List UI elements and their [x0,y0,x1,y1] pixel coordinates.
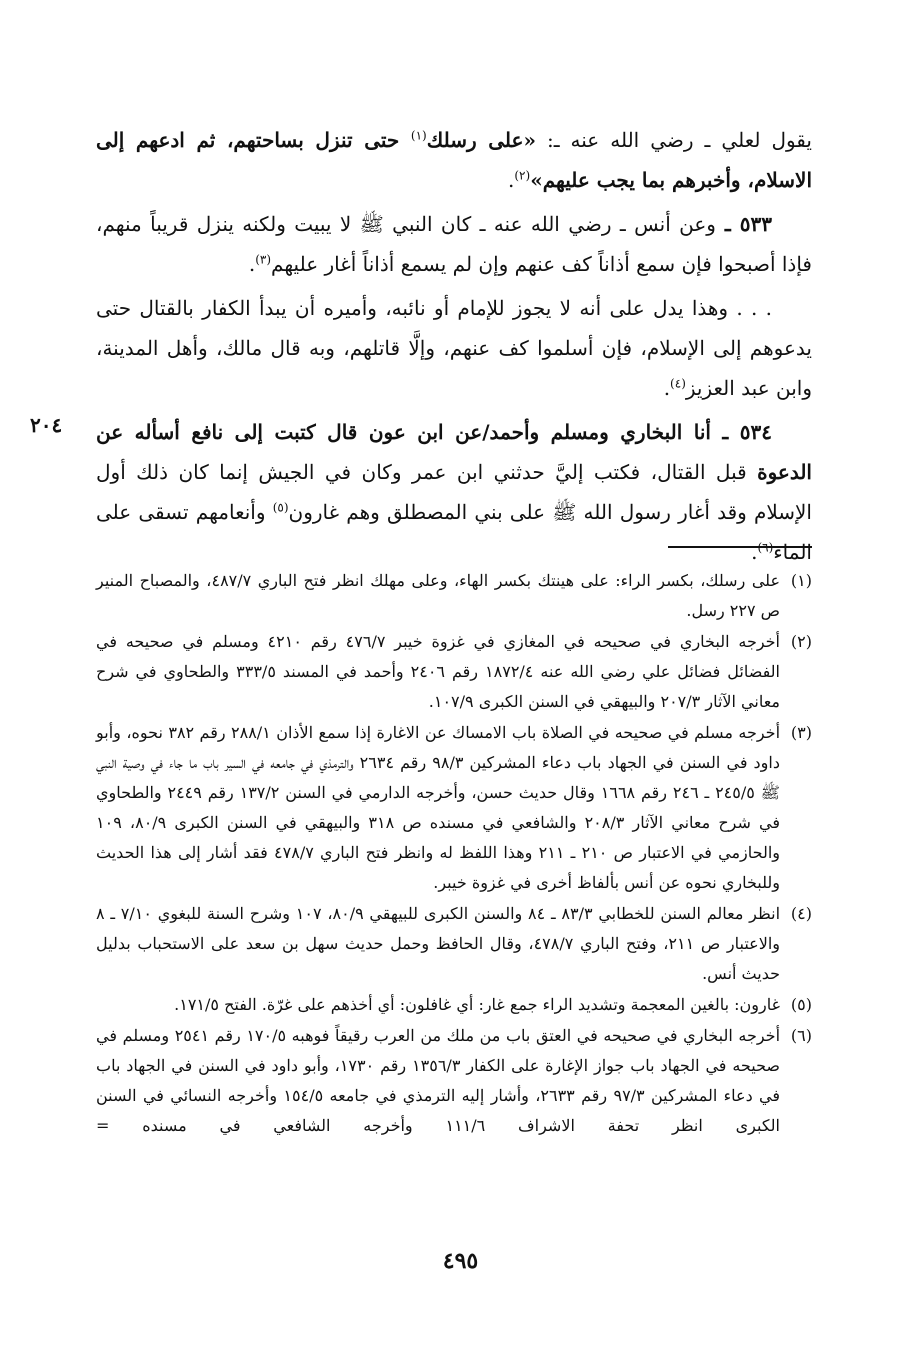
footnote-ref-3: (٣) [255,252,272,267]
paragraph-2 [96,204,812,284]
paragraph-1 [96,120,812,200]
footnote-ref-5: (٥) [272,500,289,515]
p1-quote-b: حتى تنزل بساحتهم، ثم ادعهم إلى الاسلام، وأخبرهم بما يجب عليهم» [96,128,812,192]
footnote-divider [668,546,812,548]
footnote-number: (٤) [790,904,812,923]
footnote-6 [96,1021,812,1141]
footnote-text: أخرجه البخاري في صحيحه في العتق باب من ملك من العرب رقيقاً فوهبه ١٧٠/٥ رقم ٢٥٤١ ومسلم في صحيحه في الجهاد باب جواز الإغارة على الكفار ١٣٥٦/٣ رقم ١٧٣٠، وأبو داود في السنن في الجهاد باب في دعاء المشركين ٩٧/٣ رقم ٢٦٣٣، وأشار إليه الترمذي في جامعه ١٥٤/٥ وأخرجه النسائي في السنن الكبرى انظر تحفة الاشراف ١١١/٦ وأخرجه الشافعي في مسنده = [96,1026,781,1135]
paragraph-3 [96,288,812,408]
p2-text: وعن أنس ـ رضي الله عنه ـ كان النبي ﷺ لا يبيت ولكنه ينزل قريباً منهم، فإذا أصبحوا فإن سمع أذاناً كف عنهم وإن لم يسمع أذاناً أغار عليهم [96,212,812,276]
footnote-text: انظر معالم السنن للخطابي ٨٣/٣ ـ ٨٤ والسنن الكبرى للبيهقي ٨٠/٩، ١٠٧ وشرح السنة للبغوي ٧/١٠ ـ ٨ والاعتبار ص ٢١١، وفتح الباري ٤٧٨/٧، وقال الحافظ وحمل حديث سهل بن سعد على الاستحباب بدليل حديث أنس. [96,904,781,983]
footnote-ref-1: (١) [410,128,427,143]
p2-end: . [248,252,256,276]
p1-end: . [508,168,515,192]
footnote-3 [96,718,812,898]
footnote-number: (٦) [790,1026,812,1045]
p4-text-b: وأنعامهم تسقى على الماء [96,500,812,564]
footnote-ref-4: (٤) [670,376,686,391]
footnote-ref-2: (٢) [514,168,531,183]
footnote-1 [96,566,812,626]
footnote-4 [96,899,812,989]
footnotes [96,566,812,1142]
p3-text: . . . وهذا يدل على أنه لا يجوز للإمام أو نائبه، وأميره أن يبدأ الكفار بالقتال حتى يدعوهم إلى الإسلام، فإن أسلموا كف عنهم، وإلَّا قاتلهم، وبه قال مالك، وأهل المدينة، وابن عبد العزيز [96,296,812,400]
p3-end: . [663,376,671,400]
footnote-text: أخرجه البخاري في صحيحه في المغازي في غزوة خيبر ٤٧٦/٧ رقم ٤٢١٠ ومسلم في صحيحه في الفضائل فضائل علي رضي الله عنه ١٨٧٢/٤ رقم ٢٤٠٦ وأحمد في المسند ٣٣٣/٥ والطحاوي في شرح معاني الآثار ٢٠٧/٣ والبيهقي في السنن الكبرى ١٠٧/٩. [96,632,781,711]
hadith-number-534: ٥٣٤ ـ أنا البخاري ومسلم وأحمد/عن ابن عون قال كتبت إلى نافع أسأله عن الدعوة [96,420,812,484]
footnote-text: أخرجه مسلم في صحيحه في الصلاة باب الامساك عن الاغارة إذا سمع الأذان ٢٨٨/١ رقم ٣٨٢ نحوه، وأبو داود في السنن في الجهاد باب دعاء المشركين ٩٨/٣ رقم ٢٦٣٤ والترمذي في جامعه في السير باب ما جاء في وصية النبي ﷺ ٢٤٥/٥ ـ ٢٤٦ رقم ١٦٦٨ وقال حديث حسن، وأخرجه الدارمي في السنن ١٣٧/٢ رقم ٢٤٤٩ والطحاوي في شرح معاني الآثار ٢٠٨/٣ والشافعي في مسنده ص ٣١٨ والبيهقي في السنن الكبرى ٨٠/٩، ١٠٩ والحازمي في الاعتبار ص ٢١٠ ـ ٢١١ وهذا اللفظ له وانظر فتح الباري ٤٧٨/٧ فقد أشار إلى هذا الحديث وللبخاري نحوه عن أنس بألفاظ أخرى في غزوة خيبر. [96,723,781,892]
margin-page-number: ٢٠٤ [30,413,63,437]
paragraph-4 [96,412,812,572]
footnote-number: (٣) [790,723,812,742]
footnote-5 [96,990,812,1020]
footnote-number: (٥) [790,995,812,1014]
footnote-2 [96,627,812,717]
p1-quote-a: «على رسلك [426,128,536,152]
footnote-text: غارون: بالغين المعجمة وتشديد الراء جمع غار: أي غافلون: أي أخذهم على غرّة. الفتح ١٧١/٥. [174,995,780,1014]
footnote-number: (١) [790,571,812,590]
hadith-number-533: ٥٣٣ ـ [715,212,772,236]
p1-intro: يقول لعلي ـ رضي الله عنه ـ: [535,128,812,152]
p4-end: . [751,540,758,564]
page-number: ٤٩٥ [442,1248,479,1274]
footnote-number: (٢) [790,632,812,651]
main-text [96,120,812,572]
footnote-ref-6: (٦) [757,540,774,555]
footnote-text: على رسلك، بكسر الراء: على هينتك بكسر الهاء، وعلى مهلك انظر فتح الباري ٤٨٧/٧، والمصباح المنير ص ٢٢٧ رسل. [96,571,780,620]
p4-text-a: قبل القتال، فكتب إليَّ حدثني ابن عمر وكان في الجيش إنما كان ذلك أول الإسلام وقد أغار رسول الله ﷺ على بني المصطلق وهم غارون [96,460,812,524]
